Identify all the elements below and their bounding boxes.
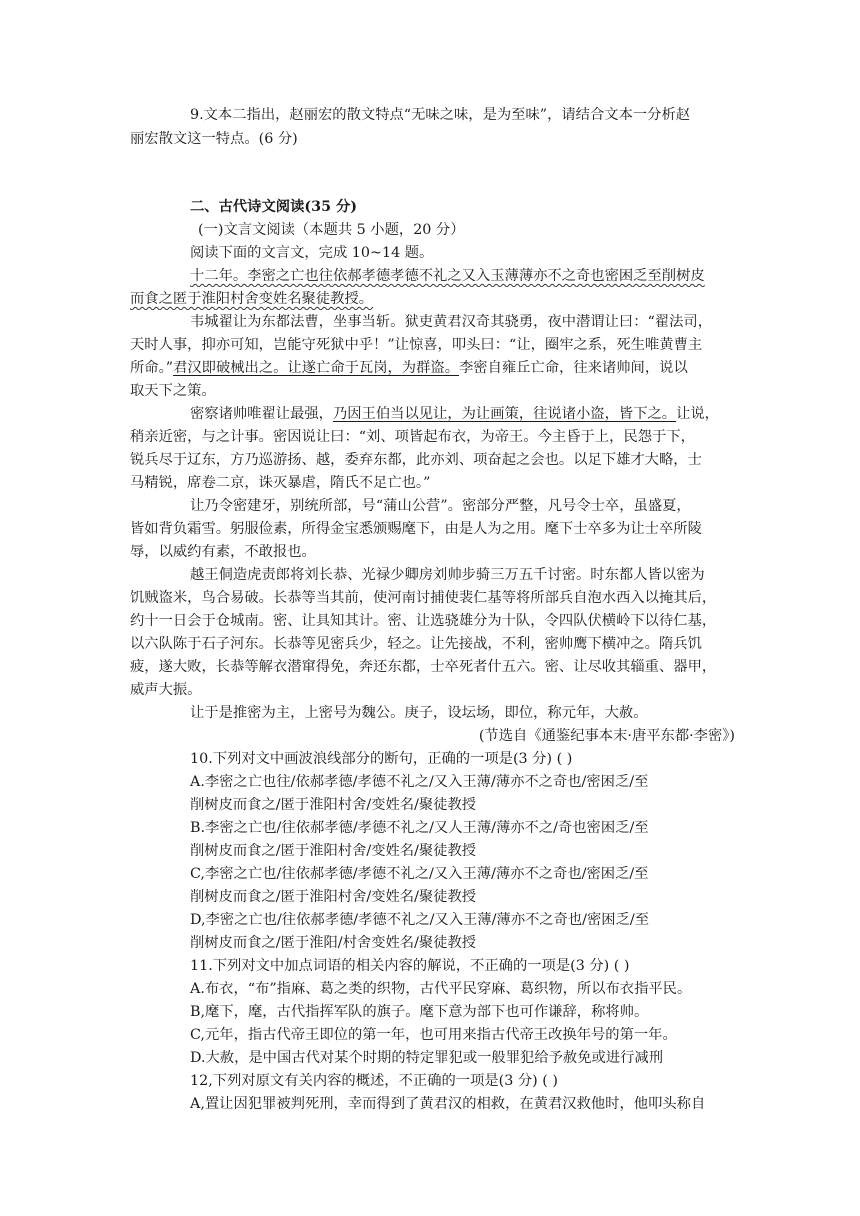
passage-line: 让于是推密为主，上密号为魏公。庚子，设坛场，即位，称元年，大赦。 (190, 705, 648, 721)
question-9-line-1: 9.文本二指出，赵丽宏的散文特点“无味之味，是为至味”，请结合文本一分析赵 (190, 107, 691, 123)
question-11-stem: 11.下列对文中加点词语的相关内容的解说，不正确的一项是(3 分) ( ) (190, 958, 630, 974)
passage-source: (节选自《通鉴纪事本末·唐平东都·李密》) (478, 728, 735, 744)
option-d-line-1: D,李密之亡也/往依郝孝德/孝德不礼之/又入王薄/薄亦不之奇也/密困乏/至 (190, 912, 650, 928)
question-10-stem: 10.下列对文中画波浪线部分的断句，正确的一项是(3 分) ( ) (190, 751, 573, 767)
passage-line: 疲，遂大败，长恭等解衣潜窜得免，奔还东都，士卒死者什五六。密、让尽收其辎重、器甲， (130, 659, 717, 675)
wavy-underlined-text: 十二年。李密之亡也往依郝孝德孝德不礼之又入玉薄薄亦不之奇也密困乏至削树皮 (190, 268, 705, 284)
option-a-line-1: A.李密之亡也往/依郝孝德/孝德不礼之/又入王薄/薄亦不之奇也/密困乏/至 (190, 774, 649, 790)
option-c: C,元年，指古代帝王即位的第一年，也可用来指古代帝王改换年号的第一年。 (190, 1027, 677, 1043)
passage-line (190, 403, 735, 425)
question-9-line-2: 丽宏散文这一特点。(6 分) (130, 131, 298, 147)
instruction: 阅读下面的文言文，完成 10~14 题。 (190, 245, 434, 261)
option-d: D.大赦，是中国古代对某个时期的特定罪犯或一般罪犯给予赦免或进行减刑 (190, 1050, 663, 1066)
passage-line: 越王侗造虎责郎将刘长恭、光禄少卿房刘帅步骑三万五千讨密。时东都人皆以密为 (190, 567, 705, 583)
option-a-line-1: A,置让因犯罪被判死刑，幸而得到了黄君汉的相救，在黄君汉救他时，他叩头称自 (190, 1096, 706, 1112)
section-heading: 二、古代诗文阅读(35 分) (190, 199, 358, 215)
passage-line (130, 357, 735, 379)
passage-text: 所命。” (130, 360, 174, 376)
option-a: A.布衣，“布”指麻、葛之类的织物，古代平民穿麻、葛织物，所以布衣指平民。 (190, 981, 692, 997)
passage-line: 马精锐，席卷二京，诛灭暴虐，隋氏不足亡也。” (130, 475, 431, 491)
passage-line (130, 288, 735, 310)
passage-line: 饥贼盗米，鸟合易破。长恭等当其前，使河南讨捕使裴仁基等将所部兵自泡水西入以掩其后， (130, 590, 717, 606)
passage-line: 皆如背负霜雪。躬服俭素，所得金宝悉颁赐麾下，由是人为之用。麾下士卒多为让士卒所陵 (130, 521, 702, 537)
option-b: B,麾下，麾，古代指挥军队的旗子。麾下意为部下也可作谦辞，称将帅。 (190, 1004, 649, 1020)
passage-line: 锐兵尽于辽东，方乃巡游扬、越，委弃东都，此亦刘、项奋起之会也。以足下雄才大略，士 (130, 452, 702, 468)
passage-line: 取天下之策。 (130, 383, 216, 399)
passage-text: 让说， (676, 406, 719, 422)
question-12-stem: 12,下列对原文有关内容的概述，不正确的一项是(3 分) ( ) (190, 1073, 559, 1089)
option-b-line-1: B.李密之亡也/往依郝孝德/孝德不礼之/又人王薄/薄亦不之/奇也密困乏/至 (190, 820, 649, 836)
underlined-sentence: 君汉即破械出之。让遂亡命于瓦岗，为群盗。 (173, 360, 459, 376)
passage-line: 天时人事，抑亦可知，岂能守死狱中乎！”让惊喜，叩头曰：“让，圈牢之系，死生唯黄曹主 (130, 337, 703, 353)
passage-line: 威声大振。 (130, 682, 202, 698)
passage-line (190, 265, 735, 287)
option-c-line-1: C,李密之亡也/往依郝孝德/孝德不礼之/又入王薄/薄亦不之奇也/密困乏/至 (190, 866, 649, 882)
passage-line: 稍亲近密，与之计事。密因说让曰：“刘、项皆起布衣，为帝王。今主昏于上，民怨于下， (130, 429, 695, 445)
passage-line: 韦城翟让为东都法曹，坐事当斩。狱吏黄君汉奇其骁勇，夜中潜谓让曰：“翟法司， (190, 314, 712, 330)
passage-text: 李密自雍丘亡命，往来诸帅间，说以 (459, 360, 688, 376)
passage-line: 辱，以威约有素，不敢报也。 (130, 544, 316, 560)
passage-line: 以六队陈于石子河东。长恭等见密兵少，轻之。让先接战，不利，密帅鹰下横冲之。隋兵饥 (130, 636, 702, 652)
passage-text: 密察诸帅唯翟让最强， (190, 406, 333, 422)
underlined-sentence: 乃因王伯当以见让，为让画策，往说诸小盗，皆下之。 (332, 406, 677, 422)
passage-line: 约十一日会于仓城南。密、让具知其计。密、让选骁雄分为十队，令四队伏横岭下以待仁基， (130, 613, 717, 629)
option-b-line-2: 削树皮而食之/匿于淮阳村舍/变姓名/聚徒教授 (190, 843, 477, 859)
part-title: (一)文言文阅读（本题共 5 小题，20 分） (198, 222, 465, 238)
option-d-line-2: 削树皮而食之/匿于淮阳/村舍变姓名/聚徒教授 (190, 935, 477, 951)
option-a-line-2: 削树皮而食之/匿于淮阳村舍/变姓名/聚徒教授 (190, 797, 477, 813)
option-c-line-2: 削树皮而食之/匿于淮阳村舍/变姓名/聚徒教授 (190, 889, 477, 905)
passage-line: 让乃令密建牙，别统所部，号“蒲山公营”。密部分严整，凡号令士卒，虽盛夏， (190, 498, 691, 514)
wavy-underlined-text: 而食之匿于淮阳村舍变姓名聚徒教授。 (130, 291, 374, 307)
